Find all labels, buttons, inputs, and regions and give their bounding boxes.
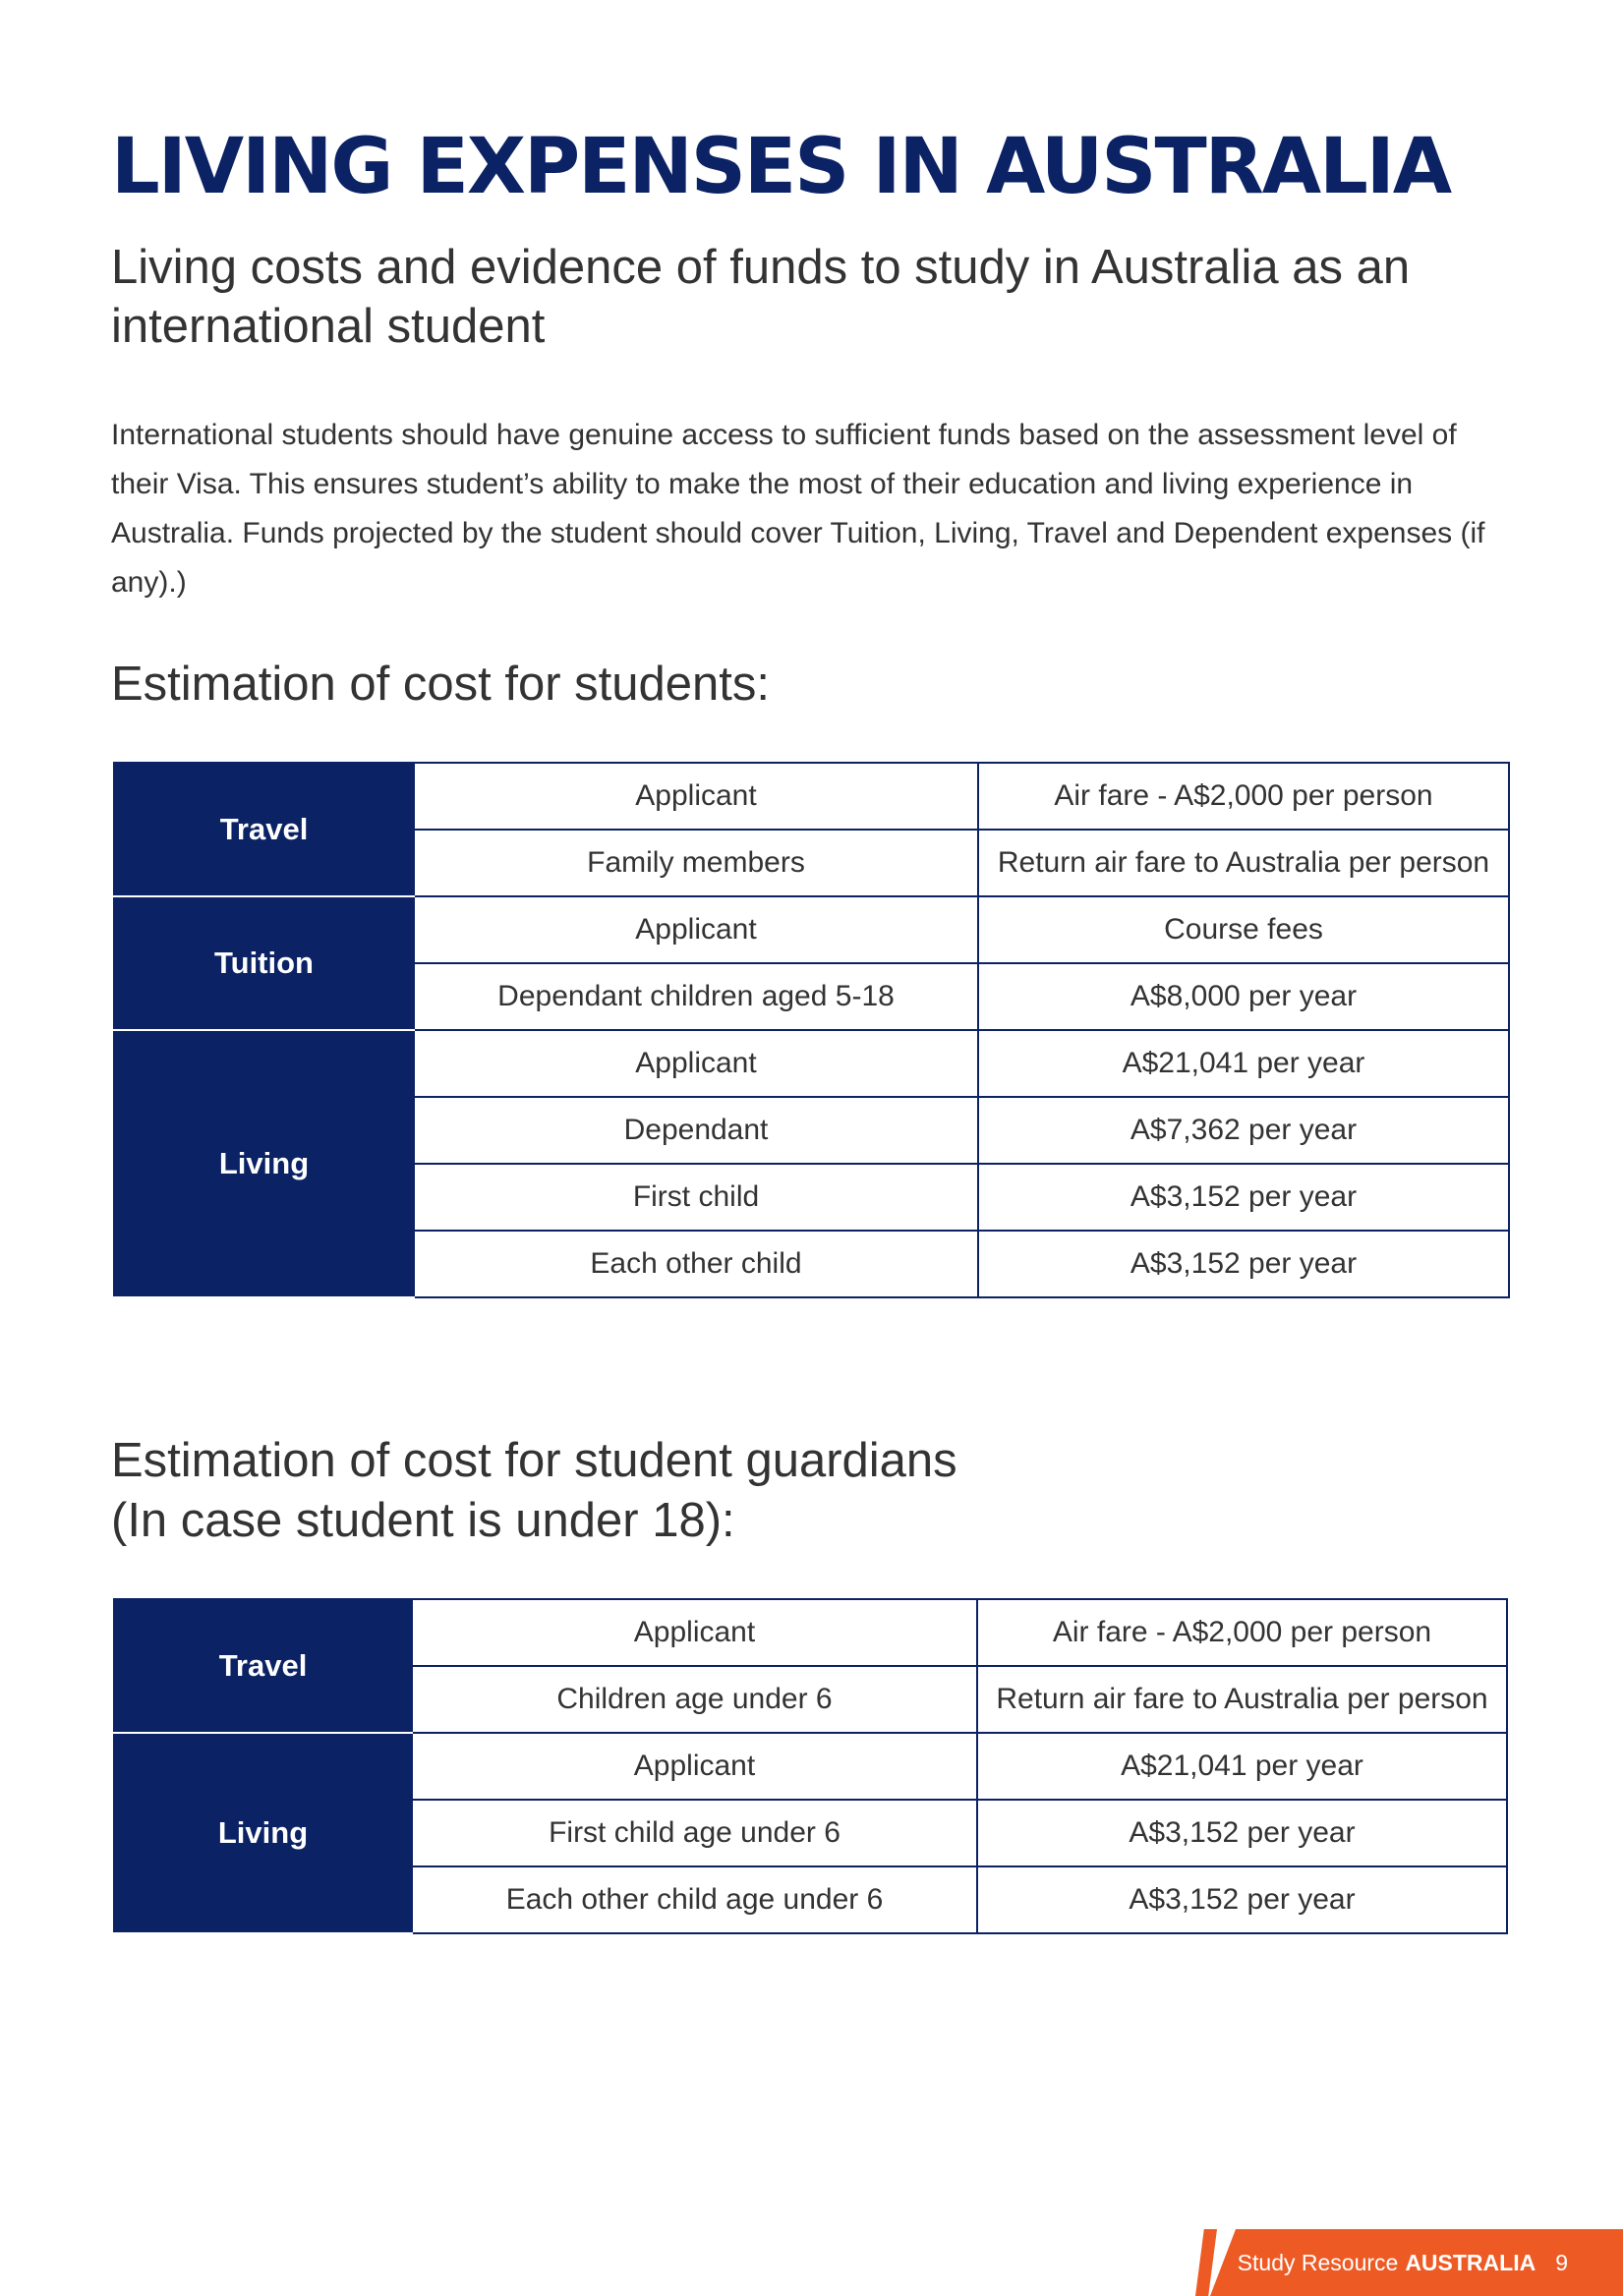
table-row <box>114 896 1509 963</box>
table-cell-who: Applicant <box>414 1030 978 1097</box>
guardians-heading-line1: Estimation of cost for student guardians <box>111 1434 957 1487</box>
table-cell-who: First child <box>414 1164 978 1231</box>
table-cell-cost: Air fare - A$2,000 per person <box>978 763 1509 830</box>
table-row <box>114 1599 1507 1666</box>
table-cell-cost: Return air fare to Australia per person <box>977 1666 1507 1733</box>
table-cell-cost: A$3,152 per year <box>977 1866 1507 1933</box>
table-cell-cost: A$8,000 per year <box>978 963 1509 1030</box>
table-cell-who: Dependant <box>414 1097 978 1164</box>
page-title: LIVING EXPENSES IN AUSTRALIA <box>111 123 1451 211</box>
intro-paragraph: International students should have genuine access to sufficient funds based on the assessment level of their Visa. This ensures student’s ability to make the most of their education and living experience in Australia. Funds projected by the student should cover Tuition, Living, Travel and Dependent expenses (if any).) <box>111 419 1485 599</box>
category-cell-living: Living <box>114 1030 414 1297</box>
table-cell-who: Family members <box>414 830 978 896</box>
table-cell-cost: A$21,041 per year <box>978 1030 1509 1097</box>
table-cell-who: Each other child <box>414 1231 978 1297</box>
table-cell-who: Applicant <box>414 763 978 830</box>
category-cell-living: Living <box>114 1733 412 1933</box>
table-cell-cost: A$3,152 per year <box>978 1231 1509 1297</box>
students-section-heading: Estimation of cost for students: <box>111 658 770 711</box>
table-row <box>114 1030 1509 1097</box>
table-cell-cost: Air fare - A$2,000 per person <box>977 1599 1507 1666</box>
table-row <box>114 763 1509 830</box>
table-cell-who: Dependant children aged 5-18 <box>414 963 978 1030</box>
table-cell-who: Each other child age under 6 <box>412 1866 977 1933</box>
category-cell-travel: Travel <box>114 1599 412 1733</box>
table-cell-cost: A$3,152 per year <box>977 1800 1507 1866</box>
table-row <box>114 1733 1507 1800</box>
table-cell-who: Children age under 6 <box>412 1666 977 1733</box>
table-cell-who: First child age under 6 <box>412 1800 977 1866</box>
table-cell-cost: A$21,041 per year <box>977 1733 1507 1800</box>
category-cell-travel: Travel <box>114 763 414 896</box>
table-cell-who: Applicant <box>414 896 978 963</box>
guardians-cost-table <box>113 1598 1508 1934</box>
table-cell-cost: A$3,152 per year <box>978 1164 1509 1231</box>
category-cell-tuition: Tuition <box>114 896 414 1030</box>
footer-label: Study Resource <box>1237 2249 1399 2275</box>
table-cell-who: Applicant <box>412 1599 977 1666</box>
table-cell-who: Applicant <box>412 1733 977 1800</box>
footer <box>1210 2229 1623 2296</box>
page-number: 9 <box>1555 2249 1568 2275</box>
page-subtitle: Living costs and evidence of funds to study in Australia as an international student <box>111 241 1411 353</box>
table-cell-cost: Course fees <box>978 896 1509 963</box>
guardians-section-heading <box>111 1431 1507 1551</box>
table-cell-cost: Return air fare to Australia per person <box>978 830 1509 896</box>
footer-country: AUSTRALIA <box>1405 2249 1536 2275</box>
guardians-heading-line2: (In case student is under 18): <box>111 1494 735 1547</box>
table-cell-cost: A$7,362 per year <box>978 1097 1509 1164</box>
students-cost-table <box>113 762 1510 1298</box>
